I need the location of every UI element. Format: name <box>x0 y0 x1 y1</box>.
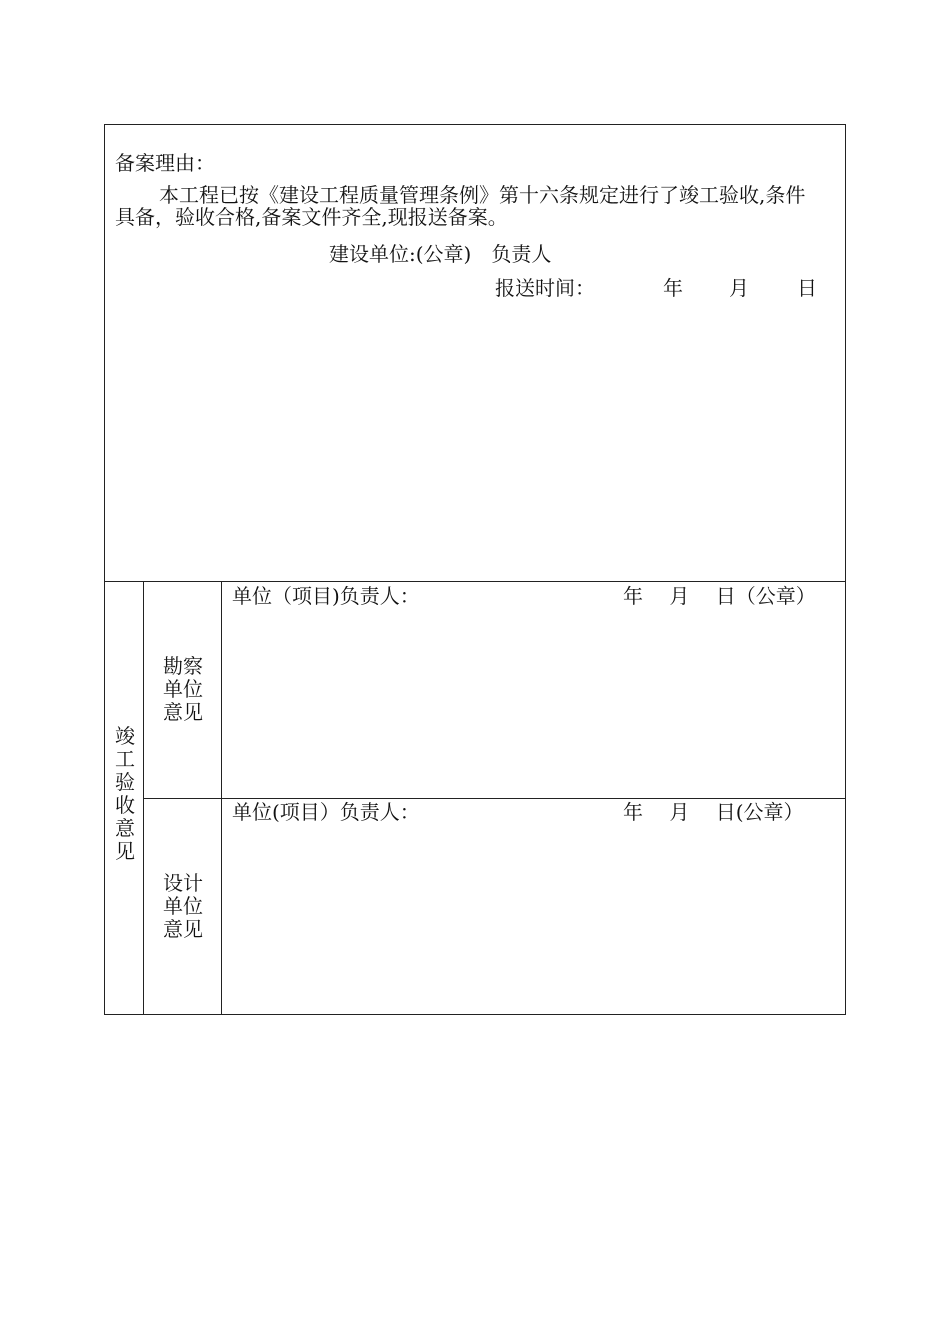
filing-form-table <box>104 124 846 1015</box>
acceptance-opinion-label: 竣 工 验 收 意 见 <box>115 724 135 863</box>
construction-unit-line: 建设单位:(公章) 负责人 <box>329 242 552 266</box>
filing-reason-section <box>105 125 845 582</box>
report-day-label: 日 <box>797 276 817 300</box>
report-time-label: 报送时间： <box>495 276 595 300</box>
design-date-seal-line: 年 月 日(公章） <box>623 800 804 824</box>
design-responsible-person-label: 单位(项目）负责人： <box>232 800 420 824</box>
design-unit-opinion-label: 设计 单位 意见 <box>163 871 203 941</box>
survey-unit-opinion-label: 勘察 单位 意见 <box>163 654 203 724</box>
survey-responsible-person-label: 单位（项目)负责人： <box>232 584 420 608</box>
row-divider <box>144 798 845 799</box>
report-month-label: 月 <box>729 276 749 300</box>
report-year-label: 年 <box>663 276 683 300</box>
reason-body-text: 本工程已按《建设工程质量管理条例》第十六条规定进行了竣工验收,条件具备，验收合格,备案文件齐全,现报送备案。 <box>115 183 806 229</box>
reason-heading: 备案理由： <box>115 151 215 175</box>
survey-date-seal-line: 年 月 日（公章） <box>623 584 816 608</box>
